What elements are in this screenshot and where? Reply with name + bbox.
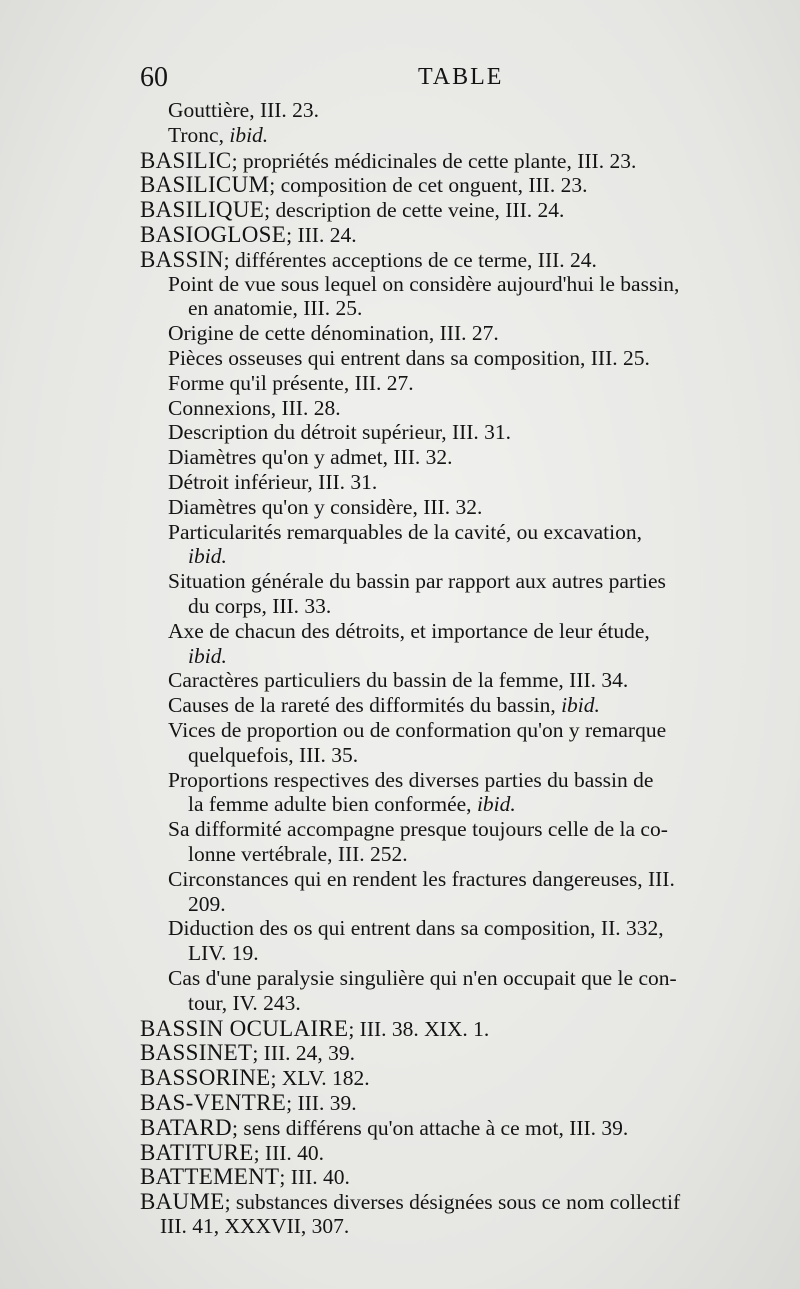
entry-text: Forme qu'il présente, III. 27.	[168, 370, 414, 395]
index-line	[168, 966, 677, 991]
entry-text: Tronc,	[168, 122, 230, 147]
entry-text: Caractères particuliers du bassin de la femme, III. 34.	[168, 668, 629, 693]
index-line	[188, 743, 358, 768]
italic-text: ibid.	[229, 122, 269, 147]
index-line	[168, 495, 482, 520]
entry-text: du corps, III. 33.	[188, 594, 332, 618]
entry-text: Connexions, III. 28.	[168, 395, 341, 420]
entry-heading: BASSORINE	[140, 1065, 271, 1091]
entry-text: Vices de proportion ou de conformation qu'on y remarque	[168, 718, 667, 742]
index-line	[140, 222, 357, 248]
index-line	[160, 1214, 349, 1239]
entry-text: Diamètres qu'on y admet, III. 32.	[168, 445, 453, 470]
index-line	[140, 1164, 350, 1190]
index-line	[140, 1115, 628, 1141]
index-line	[140, 1016, 489, 1042]
index-line	[168, 470, 377, 495]
entry-text: Description du détroit supérieur, III. 31.	[168, 420, 512, 445]
index-line	[188, 644, 227, 669]
entry-heading: BASSIN OCULAIRE	[140, 1015, 349, 1041]
index-line	[140, 1189, 680, 1215]
entry-text: ; III. 38. XIX. 1.	[348, 1016, 490, 1041]
entry-text: ; III. 24.	[286, 223, 357, 247]
entry-text: en anatomie, III. 25.	[188, 296, 363, 321]
entry-text: Circonstances qui en rendent les fractures dangereuses, III.	[168, 866, 675, 891]
entry-text: Cas d'une paralysie singulière qui n'en occupait que le con-	[168, 966, 677, 990]
index-line	[168, 916, 664, 941]
index-line	[140, 247, 597, 273]
entry-text: Axe de chacun des détroits, et importance de leur étude,	[168, 618, 650, 643]
entry-text: Causes de la rareté des difformités du bassin,	[168, 693, 562, 718]
entry-text: Diduction des os qui entrent dans sa composition, II. 332,	[168, 916, 664, 941]
index-line	[140, 1065, 370, 1091]
index-line	[168, 520, 642, 545]
entry-text: ; III. 40.	[253, 1140, 325, 1165]
entry-text: Situation générale du bassin par rapport aux autres parties	[168, 569, 666, 594]
index-line	[140, 1140, 324, 1166]
entry-text: Pièces osseuses qui entrent dans sa composition, III. 25.	[168, 346, 650, 370]
index-line	[168, 619, 650, 644]
index-line	[168, 693, 600, 718]
index-line	[168, 768, 653, 793]
entry-text: Origine de cette dénomination, III. 27.	[168, 321, 499, 346]
index-line	[188, 991, 301, 1016]
italic-text: ibid.	[188, 643, 227, 668]
italic-text: ibid.	[561, 693, 600, 718]
page-header	[0, 62, 800, 98]
running-title: TABLE	[418, 64, 504, 90]
entry-text: 209.	[188, 891, 226, 916]
index-line	[168, 123, 268, 148]
index-line	[188, 792, 516, 817]
entry-text: ; description de cette veine, III. 24.	[264, 198, 565, 223]
entry-text: III. 41, XXXVII, 307.	[160, 1214, 350, 1238]
entry-text: ; sens différens qu'on attache à ce mot, III. 39.	[231, 1115, 629, 1140]
index-line	[188, 544, 227, 569]
entry-heading: BASILICUM	[140, 172, 270, 198]
entry-text: Gouttière, III. 23.	[168, 98, 320, 122]
index-line	[168, 718, 666, 743]
entry-text: Proportions respectives des diverses parties du bassin de	[168, 767, 654, 792]
entry-text: LIV. 19.	[188, 941, 259, 966]
entry-heading: BASSIN	[140, 246, 224, 272]
entry-text: Diamètres qu'on y considère, III. 32.	[168, 494, 483, 519]
index-line	[168, 272, 679, 297]
entry-text: Sa difformité accompagne presque toujours celle de la co-	[168, 817, 668, 842]
italic-text: ibid.	[476, 792, 516, 817]
entry-text: Point de vue sous lequel on considère aujourd'hui le bassin,	[168, 271, 680, 296]
index-line	[168, 668, 628, 693]
index-line	[168, 445, 453, 470]
entry-heading: BAUME	[140, 1189, 225, 1215]
index-line	[140, 148, 636, 174]
index-line	[168, 371, 414, 396]
entry-text: ; composition de cet onguent, III. 23.	[269, 173, 588, 198]
entry-heading: BAS-VENTRE	[140, 1090, 287, 1115]
entry-text: ; substances diverses désignées sous ce nom collectif	[224, 1190, 681, 1215]
index-line	[168, 321, 499, 346]
index-line	[168, 98, 319, 123]
index-line	[188, 892, 226, 917]
entry-text: ; III. 39.	[286, 1091, 357, 1115]
index-line	[188, 594, 331, 619]
entry-heading: BASIOGLOSE	[140, 222, 287, 247]
index-line	[140, 1040, 355, 1066]
index-line	[168, 569, 666, 594]
entry-text: tour, IV. 243.	[188, 990, 301, 1015]
index-line	[188, 842, 408, 867]
index-line	[168, 396, 341, 421]
entry-heading: BATITURE	[140, 1139, 254, 1165]
entry-text: ; différentes acceptions de ce terme, III. 24.	[223, 247, 597, 272]
index-line	[168, 867, 675, 892]
entry-text: la femme adulte bien conformée,	[188, 792, 477, 817]
entry-text: lonne vertébrale, III. 252.	[188, 842, 408, 866]
index-line	[188, 296, 362, 321]
entry-heading: BASSINET	[140, 1040, 253, 1066]
entry-heading: BASILIC	[140, 147, 232, 173]
entry-heading: BATARD	[140, 1114, 232, 1140]
entry-text: ; propriétés médicinales de cette plante, III. 23.	[231, 148, 637, 173]
entry-text: Détroit inférieur, III. 31.	[168, 470, 378, 494]
page-number: 60	[140, 62, 168, 93]
index-line	[168, 346, 650, 371]
index-line	[140, 1090, 357, 1116]
italic-text: ibid.	[188, 544, 227, 569]
entry-text: ; XLV. 182.	[270, 1066, 370, 1091]
index-line	[140, 197, 564, 223]
entry-text: ; III. 40.	[279, 1165, 350, 1190]
index-line	[168, 420, 511, 445]
index-line	[140, 172, 587, 198]
entry-text: quelquefois, III. 35.	[188, 742, 359, 767]
index-line	[188, 941, 259, 966]
entry-heading: BATTEMENT	[140, 1164, 280, 1190]
entry-text: Particularités remarquables de la cavité, ou excavation,	[168, 519, 642, 544]
entry-text: ; III. 24, 39.	[252, 1041, 356, 1066]
index-line	[168, 817, 668, 842]
entry-heading: BASILIQUE	[140, 197, 265, 223]
